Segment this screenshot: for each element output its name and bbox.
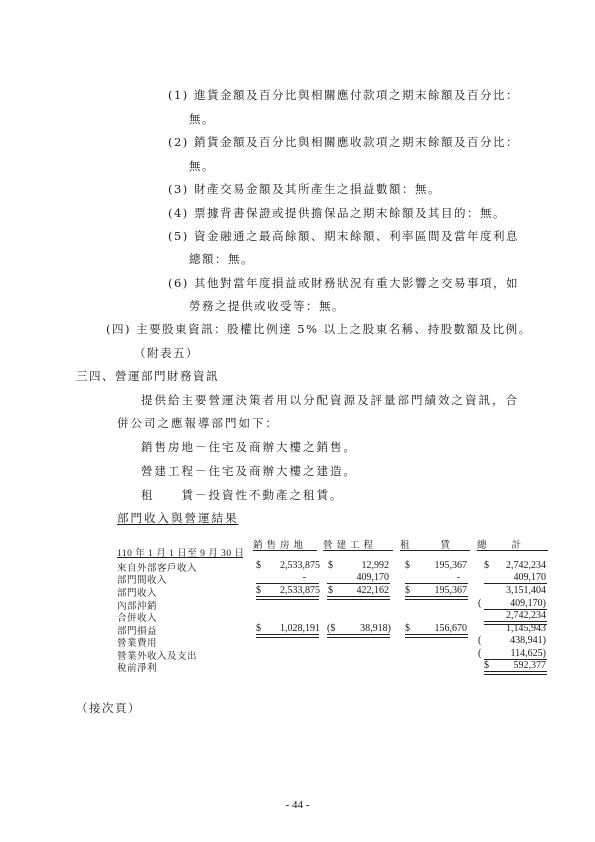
table-period: 110 年 1 月 1 日至 9 月 30 日 bbox=[117, 549, 245, 559]
dline-leasing-r5 bbox=[405, 634, 468, 638]
cell-total-pretax-income: 592,377 bbox=[513, 660, 546, 671]
item-5-number: (5) bbox=[168, 229, 189, 243]
shareholder-info-heading: (四) 主要股東資訊：股權比例達 5% 以上之股東名稱、持股數額及比例。 bbox=[106, 322, 532, 336]
cell-leasing-segment-profit: 156,670 bbox=[434, 623, 467, 634]
segment-para-line2: 併公司之應報導部門如下： bbox=[117, 416, 279, 430]
row-label-nonoperating: 營業外收入及支出 bbox=[117, 651, 198, 662]
row-label-intersegment-revenue: 部門間收入 bbox=[117, 575, 168, 586]
col-header-construction: 營建工程 bbox=[323, 540, 378, 551]
dline-construction-r5 bbox=[327, 634, 390, 638]
cur-construction-r2: $ bbox=[328, 585, 333, 596]
dline-total-r8 bbox=[484, 671, 547, 675]
col-header-sales: 銷售房地 bbox=[253, 540, 308, 551]
period-underline bbox=[117, 557, 243, 558]
cell-total-intersegment: 409,170 bbox=[513, 572, 546, 583]
cell-sales-segment-profit: 1,028,191 bbox=[280, 623, 320, 634]
paren-total-r3: ( bbox=[478, 598, 482, 609]
table-title: 部門收入與營運結果 bbox=[117, 511, 239, 525]
cur-sales-r0: $ bbox=[256, 560, 261, 571]
item-5-text: 資金融通之最高餘額、期末餘額、利率區間及當年度利息 bbox=[193, 229, 519, 243]
cur-total-r8: $ bbox=[484, 660, 489, 671]
col-header-line-total bbox=[477, 550, 548, 551]
cell-construction-segment-profit: 38,918) bbox=[360, 623, 391, 634]
cell-sales-external: 2,533,875 bbox=[280, 560, 320, 571]
segment-sales: 銷售房地－住宅及商辦大樓之銷售。 bbox=[141, 440, 357, 454]
cell-leasing-intersegment: - bbox=[456, 572, 460, 583]
item-1-continuation: 無。 bbox=[189, 112, 215, 126]
row-label-external-revenue: 來自外部客戶收入 bbox=[117, 563, 198, 574]
cur-leasing-r0: $ bbox=[405, 560, 410, 571]
cell-total-external: 2,742,234 bbox=[506, 560, 546, 571]
continued-note: （接次頁） bbox=[76, 701, 141, 715]
cell-total-segment-profit: 1,145,943 bbox=[506, 623, 546, 634]
underline-leasing-r1 bbox=[405, 583, 468, 584]
cell-total-elimination: 409,170) bbox=[510, 598, 546, 609]
item-3-number: (3) bbox=[168, 182, 189, 196]
segment-leasing: 租 賃－投資性不動產之租賃。 bbox=[141, 488, 344, 502]
cur-sales-r2: $ bbox=[256, 585, 261, 596]
dline-sales-r2 bbox=[256, 596, 319, 600]
dline-sales-r5 bbox=[256, 634, 319, 638]
item-4-text: 票據背書保證或提供擔保品之期末餘額及其目的：無。 bbox=[193, 206, 506, 220]
col-header-line-construction bbox=[323, 550, 393, 551]
cell-leasing-external: 195,367 bbox=[434, 560, 467, 571]
cur-total-r0: $ bbox=[484, 560, 489, 571]
underline-construction-r1 bbox=[327, 583, 390, 584]
item-2-continuation: 無。 bbox=[189, 159, 215, 173]
underline-sales-r1 bbox=[256, 583, 319, 584]
item-6-number: (6) bbox=[168, 276, 189, 290]
item-2-number: (2) bbox=[168, 135, 189, 149]
row-label-elimination: 內部沖銷 bbox=[117, 601, 158, 612]
underline-total-r1 bbox=[484, 583, 547, 584]
cur-construction-r0: $ bbox=[328, 560, 333, 571]
col-header-leasing: 租 賃 bbox=[400, 540, 455, 551]
row-label-consolidated-revenue: 合併收入 bbox=[117, 613, 158, 624]
cell-total-nonoperating: 114,625) bbox=[510, 648, 546, 659]
item-3-text: 財產交易金額及其所產生之損益數額：無。 bbox=[193, 182, 441, 196]
item-4-number: (4) bbox=[168, 206, 189, 220]
shareholder-info-note: （附表五） bbox=[134, 346, 199, 360]
cell-leasing-segment-revenue: 195,367 bbox=[434, 585, 467, 596]
paren-total-r7: ( bbox=[478, 648, 482, 659]
segment-section-title: 三四、營運部門財務資訊 bbox=[76, 369, 219, 383]
paren-total-r6: ( bbox=[478, 635, 482, 646]
cur-leasing-r5: $ bbox=[405, 623, 410, 634]
cell-total-segment-revenue: 3,151,404 bbox=[506, 585, 546, 596]
cell-construction-external: 12,992 bbox=[361, 560, 389, 571]
item-2-text: 銷貨金額及百分比與相關應收款項之期末餘額及百分比： bbox=[193, 135, 519, 149]
cell-total-consolidated-revenue: 2,742,234 bbox=[506, 610, 546, 621]
item-5-continuation: 總額：無。 bbox=[189, 252, 254, 266]
cell-sales-segment-revenue: 2,533,875 bbox=[280, 585, 320, 596]
cur-construction-r5: ($ bbox=[327, 623, 336, 634]
col-header-line-sales bbox=[253, 550, 317, 551]
cell-construction-intersegment: 409,170 bbox=[356, 572, 389, 583]
row-label-pretax-income: 稅前淨利 bbox=[117, 663, 158, 674]
dline-construction-r2 bbox=[327, 596, 390, 600]
row-label-segment-profit: 部門損益 bbox=[117, 626, 158, 637]
cell-sales-intersegment: - bbox=[302, 572, 306, 583]
cell-construction-segment-revenue: 422,162 bbox=[356, 585, 389, 596]
dline-leasing-r2 bbox=[405, 596, 468, 600]
row-label-operating-expenses: 營業費用 bbox=[117, 638, 158, 649]
item-1-text: 進貨金額及百分比與相關應付款項之期末餘額及百分比： bbox=[193, 88, 519, 102]
cur-sales-r5: $ bbox=[256, 623, 261, 634]
col-header-line-leasing bbox=[400, 550, 470, 551]
page-number: - 44 - bbox=[285, 799, 310, 811]
segment-construction: 營建工程－住宅及商辦大樓之建造。 bbox=[141, 464, 357, 478]
row-label-segment-revenue: 部門收入 bbox=[117, 588, 158, 599]
item-6-continuation: 勞務之提供或收受等：無。 bbox=[189, 299, 345, 313]
item-1-number: (1) bbox=[168, 88, 189, 102]
cur-leasing-r2: $ bbox=[405, 585, 410, 596]
cell-total-operating-expenses: 438,941) bbox=[510, 635, 546, 646]
segment-para-line1: 提供給主要營運決策者用以分配資源及評量部門績效之資訊，合 bbox=[141, 393, 519, 407]
item-6-text: 其他對當年度損益或財務狀況有重大影響之交易事項，如 bbox=[193, 276, 519, 290]
col-header-total: 總 計 bbox=[477, 540, 524, 551]
